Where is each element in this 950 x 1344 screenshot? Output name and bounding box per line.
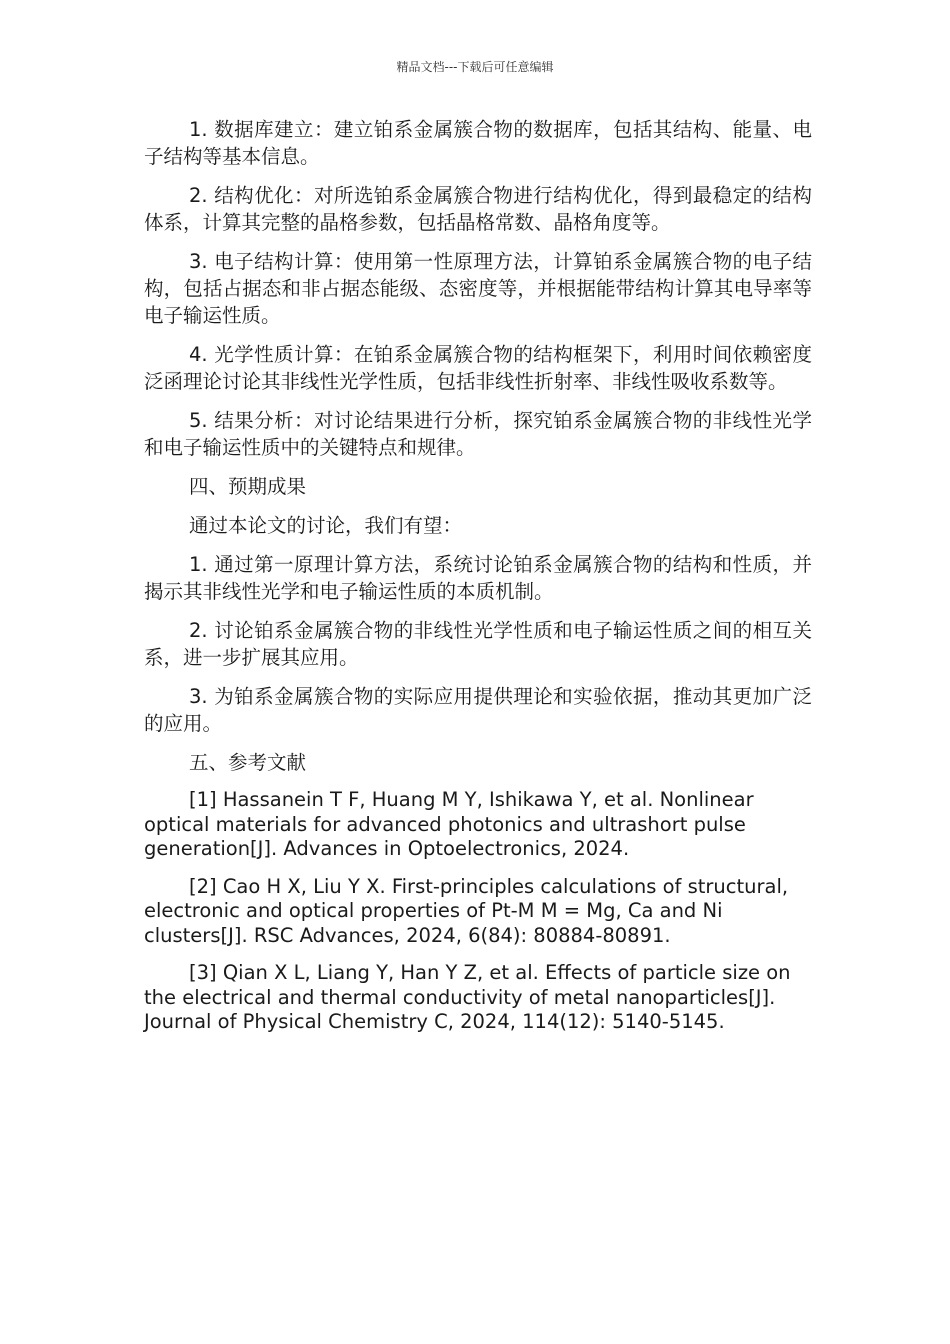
expected-item-3: 3. 为铂系金属簇合物的实际应用提供理论和实验依据，推动其更加广泛的应用。 <box>144 685 812 735</box>
expected-intro: 通过本论文的讨论，我们有望： <box>189 514 463 537</box>
expected-item-2: 2. 讨论铂系金属簇合物的非线性光学性质和电子输运性质之间的相互关系，进一步扩展其应用。 <box>144 619 812 669</box>
step-database: 1. 数据库建立：建立铂系金属簇合物的数据库，包括其结构、能量、电子结构等基本信息。 <box>144 118 812 168</box>
step-result-analysis: 5. 结果分析：对讨论结果进行分析，探究铂系金属簇合物的非线性光学和电子输运性质中的关键特点和规律。 <box>144 409 812 459</box>
reference-2: [2] Cao H X, Liu Y X. First-principles calculations of structural, electronic and optical properties of Pt-M M = Mg, Ca and Ni clusters[J]. RSC Advances, 2024, 6(84): 80884-80891. <box>144 874 789 947</box>
step-structure-optimization: 2. 结构优化：对所选铂系金属簇合物进行结构优化，得到最稳定的结构体系，计算其完整的晶格参数，包括晶格常数、晶格角度等。 <box>144 184 812 234</box>
step-optical-properties: 4. 光学性质计算：在铂系金属簇合物的结构框架下，利用时间依赖密度泛函理论讨论其非线性光学性质，包括非线性折射率、非线性吸收系数等。 <box>144 343 812 393</box>
reference-3: [3] Qian X L, Liang Y, Han Y Z, et al. Effects of particle size on the electrical and thermal conductivity of metal nanoparticles[J]. Journal of Physical Chemistry C, 2024, 114(12): 5140-5145. <box>144 961 791 1033</box>
expected-item-1: 1. 通过第一原理计算方法，系统讨论铂系金属簇合物的结构和性质，并揭示其非线性光学和电子输运性质的本质机制。 <box>144 553 812 603</box>
page-header: 精品文档---下载后可任意编辑 <box>396 60 554 74</box>
document-body <box>144 116 812 1048</box>
step-electronic-structure: 3. 电子结构计算：使用第一性原理方法，计算铂系金属簇合物的电子结构，包括占据态和非占据态能级、态密度等，并根据能带结构计算其电导率等电子输运性质。 <box>144 250 812 327</box>
section-heading-expected-results: 四、预期成果 <box>189 475 307 498</box>
reference-1: [1] Hassanein T F, Huang M Y, Ishikawa Y, et al. Nonlinear optical materials for advanced photonics and ultrashort pulse generation[J]. Advances in Optoelectronics, 2024. <box>144 788 754 860</box>
section-heading-references: 五、参考文献 <box>189 751 307 774</box>
